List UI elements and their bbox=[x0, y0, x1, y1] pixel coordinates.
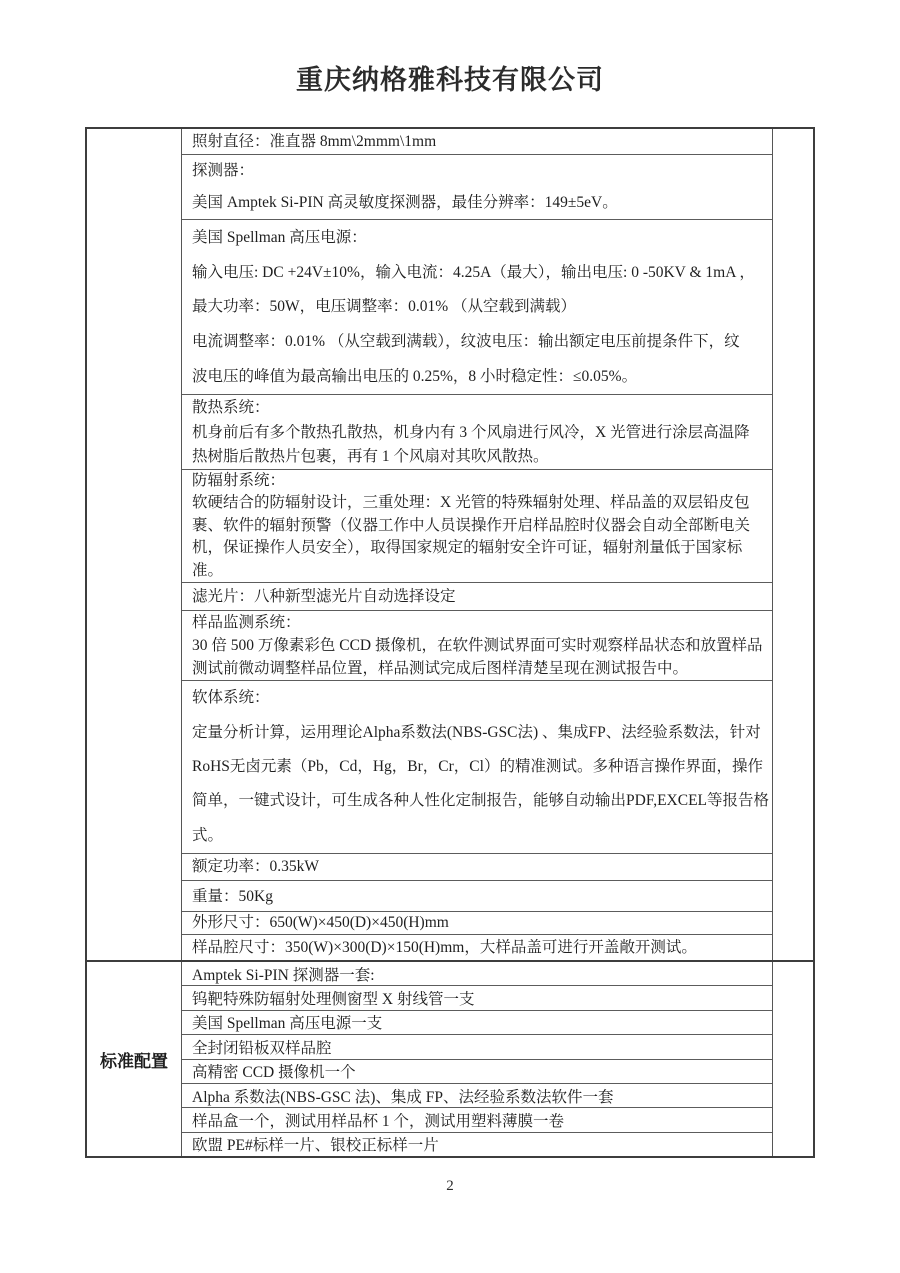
spec-text-line: 重量：50Kg bbox=[192, 887, 273, 905]
spec-text-line: 散热系统： bbox=[192, 399, 270, 417]
spec-text-line: 测试前微动调整样品位置，样品测试完成后图样清楚呈现在测试报告中。 bbox=[192, 660, 689, 678]
table-row bbox=[182, 681, 772, 854]
spec-text-line: 30 倍 500 万像素彩色 CCD 摄像机，在软件测试界面可实时观察样品状态和放置样品 bbox=[192, 637, 763, 655]
table-row bbox=[182, 395, 772, 470]
spec-text-line: 热树脂后散热片包裹，再有 1 个风扇对其吹风散热。 bbox=[192, 448, 549, 466]
spec-text-line: 式。 bbox=[192, 826, 224, 844]
config-section-label: 标准配置 bbox=[87, 962, 182, 1156]
table-row bbox=[182, 912, 772, 935]
config-content-column bbox=[182, 962, 772, 1156]
table-row: 钨靶特殊防辐射处理侧窗型 X 射线管一支 bbox=[182, 986, 772, 1010]
page-number: 2 bbox=[446, 1178, 454, 1194]
spec-text-line: 额定功率：0.35kW bbox=[192, 858, 320, 876]
spec-text-line: 准。 bbox=[192, 561, 224, 579]
table-row bbox=[182, 854, 772, 881]
table-row bbox=[182, 583, 772, 611]
table-row bbox=[182, 220, 772, 395]
spec-text-line: 滤光片：八种新型滤光片自动选择设定 bbox=[192, 587, 456, 605]
table-row: Alpha 系数法(NBS-GSC 法)、集成 FP、法经验系数法软件一套 bbox=[182, 1084, 772, 1108]
spec-text-line: 探测器： bbox=[192, 161, 255, 179]
spec-text-line: 最大功率：50W，电压调整率：0.01% （从空载到满载） bbox=[192, 298, 577, 316]
spec-text-line: 照射直径：准直器 8mm\2mmm\1mm bbox=[192, 133, 437, 150]
table-row: 全封闭铅板双样品腔 bbox=[182, 1035, 772, 1059]
spec-text-line: 机身前后有多个散热孔散热，机身内有 3 个风扇进行风冷，X 光管进行涂层高温降 bbox=[192, 423, 750, 441]
spec-text-line: 软硬结合的防辐射设计，三重处理：X 光管的特殊辐射处理、样品盖的双层铅皮包 bbox=[192, 494, 750, 512]
spec-text-line: 定量分析计算，运用理论Alpha系数法(NBS-GSC法) 、集成FP、法经验系数法，针对 bbox=[192, 723, 761, 741]
table-row: 美国 Spellman 高压电源一支 bbox=[182, 1011, 772, 1035]
table-row bbox=[182, 881, 772, 912]
table-row: 欧盟 PE#标样一片、银校正标样一片 bbox=[192, 1137, 439, 1155]
right-spacer-column bbox=[772, 129, 813, 960]
spec-text-line: 样品腔尺寸：350(W)×300(D)×150(H)mm，大样品盖可进行开盖敞开测试。 bbox=[192, 938, 697, 956]
spec-table bbox=[85, 127, 815, 1158]
config-section bbox=[87, 962, 813, 1156]
spec-content-column bbox=[182, 129, 772, 960]
table-row bbox=[182, 935, 772, 960]
spec-text-line: 机，保证操作人员安全），取得国家规定的辐射安全许可证，辐射剂量低于国家标 bbox=[192, 539, 743, 557]
spec-text-line: 裹、软件的辐射预警（仪器工作中人员误操作开启样品腔时仪器会自动全部断电关 bbox=[192, 516, 751, 534]
spec-text-line: 美国 Spellman 高压电源： bbox=[192, 228, 367, 246]
spec-text-line: 美国 Amptek Si-PIN 高灵敏度探测器，最佳分辨率：149±5eV。 bbox=[192, 193, 618, 211]
right-spacer-column bbox=[772, 962, 813, 1156]
spec-text-line: 软体系统： bbox=[192, 689, 270, 707]
company-title: 重庆纳格雅科技有限公司 bbox=[296, 65, 604, 95]
table-row bbox=[182, 155, 772, 220]
spec-text-line: 样品监测系统： bbox=[192, 614, 301, 632]
spec-section bbox=[87, 129, 813, 962]
table-row bbox=[182, 611, 772, 681]
table-row: 高精密 CCD 摄像机一个 bbox=[182, 1060, 772, 1084]
spec-text-line: 简单，一键式设计，可生成各种人性化定制报告，能够自动输出PDF,EXCEL等报告格 bbox=[192, 792, 770, 810]
spec-section-label bbox=[87, 129, 182, 960]
spec-text-line: RoHS无卤元素（Pb，Cd，Hg，Br，Cr，Cl）的精准测试。多种语言操作界面，操作 bbox=[192, 757, 763, 775]
table-row bbox=[182, 470, 772, 584]
spec-text-line: 输入电压: DC +24V±10%，输入电流：4.25A（最大），输出电压: 0 -50KV & 1mA ， bbox=[192, 263, 755, 281]
table-row bbox=[182, 129, 772, 155]
table-row: 样品盒一个，测试用样品杯 1 个，测试用塑料薄膜一卷 bbox=[182, 1108, 772, 1132]
table-row: Amptek Si-PIN 探测器一套: bbox=[182, 962, 772, 986]
spec-text-line: 波电压的峰值为最高输出电压的 0.25%，8 小时稳定性：≤0.05%。 bbox=[192, 368, 638, 386]
spec-text-line: 外形尺寸：650(W)×450(D)×450(H)mm bbox=[192, 914, 449, 932]
spec-text-line: 防辐射系统： bbox=[192, 471, 286, 489]
spec-text-line: 电流调整率：0.01% （从空载到满载），纹波电压：输出额定电压前提条件下，纹 bbox=[192, 333, 740, 351]
